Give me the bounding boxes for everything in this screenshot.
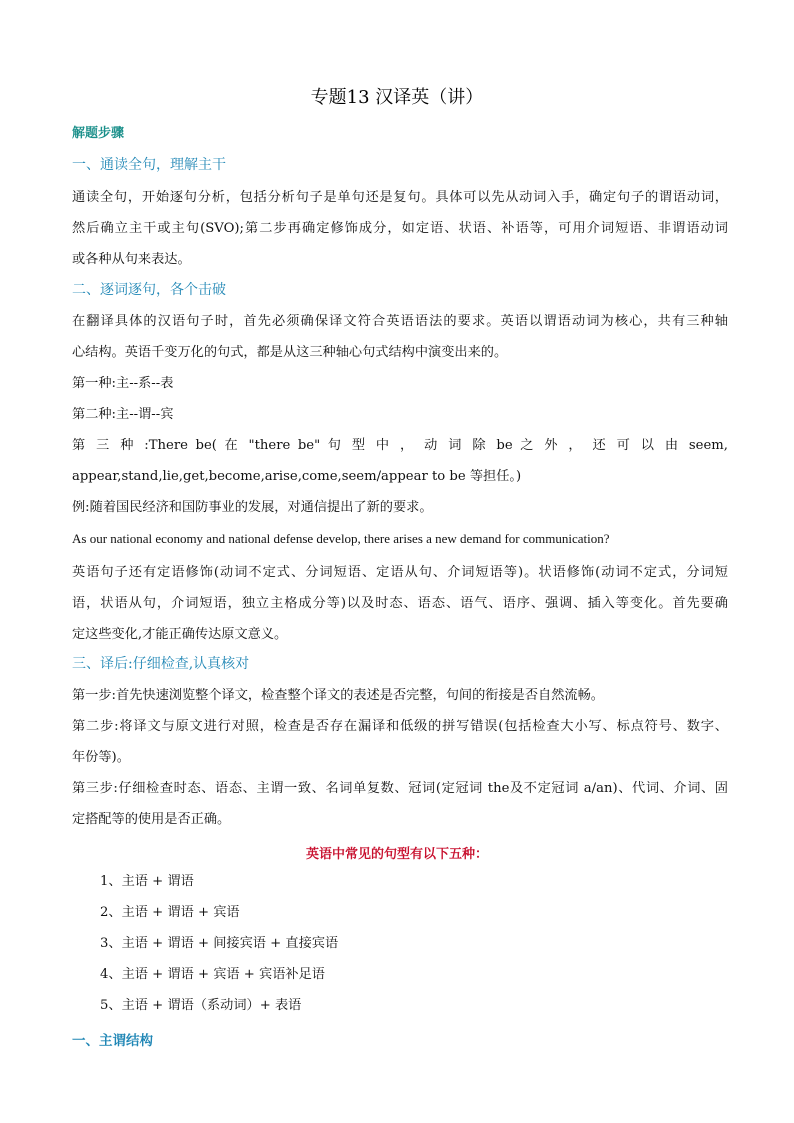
patterns-heading: 英语中常见的句型有以下五种： [305, 847, 488, 862]
section2-line-1: 在翻译具体的汉语句子时，首先必须确保译文符合英语语法的要求。英语以谓语动词为核心，共有三种轴 [72, 314, 728, 329]
section2-para2-line-1: 英语句子还有定语修饰(动词不定式、分词短语、定语从句、介词短语等)。状语修饰(动词不定式，分词短 [72, 565, 728, 580]
sentence-type-3-line-1: 第 三 种 :There be( 在 "there be" 句 型 中 ， 动 词 除 be 之 外 ， 还 可 以 由 seem, [72, 438, 728, 453]
example-english: As our national economy and national defense develop, there arises a new demand for communication? [72, 531, 610, 546]
sentence-type-2: 第二种:主--谓--宾 [72, 407, 174, 422]
pattern-item-1: 1、主语 + 谓语 [100, 874, 194, 889]
pattern-item-2: 2、主语 + 谓语 + 宾语 [100, 905, 240, 920]
check-step-2-line-2: 年份等)。 [72, 750, 130, 765]
section1-line-1: 通读全句，开始逐句分析，包括分析句子是单句还是复句。具体可以先从动词入手，确定句子的谓语动词， [72, 190, 728, 205]
page-title: 专题13 汉译英（讲） [310, 87, 484, 108]
example-chinese: 例:随着国民经济和国防事业的发展，对通信提出了新的要求。 [72, 500, 433, 515]
section2-heading: 二、逐词逐句，各个击破 [72, 282, 226, 298]
section1-line-3: 或各种从句来表达。 [72, 252, 191, 267]
subject-predicate-heading: 一、主谓结构 [72, 1033, 153, 1049]
sentence-type-3-line-2: appear,stand,lie,get,become,arise,come,seem/appear to be 等担任。) [72, 469, 522, 484]
pattern-item-4: 4、主语 + 谓语 + 宾语 + 宾语补足语 [100, 967, 325, 982]
section2-line-2: 心结构。英语千变万化的句式，都是从这三种轴心句式结构中演变出来的。 [72, 345, 508, 360]
check-step-3-line-2: 定搭配等的使用是否正确。 [72, 812, 231, 827]
section2-para2-line-3: 定这些变化,才能正确传达原文意义。 [72, 627, 288, 642]
section1-heading: 一、通读全句，理解主干 [72, 157, 226, 173]
section1-line-2: 然后确立主干或主句(SVO);第二步再确定修饰成分，如定语、状语、补语等，可用介词短语、非谓语动词 [72, 221, 728, 236]
pattern-item-5: 5、主语 + 谓语（系动词）+ 表语 [100, 998, 302, 1013]
section3-heading: 三、译后:仔细检查,认真核对 [72, 656, 250, 672]
check-step-3-line-1: 第三步:仔细检查时态、语态、主谓一致、名词单复数、冠词(定冠词 the及不定冠词 a/an)、代词、介词、固 [72, 781, 728, 796]
section2-para2-line-2: 语，状语从句，介词短语，独立主格成分等)以及时态、语态、语气、语序、强调、插入等变化。首先要确 [72, 596, 728, 611]
pattern-item-3: 3、主语 + 谓语 + 间接宾语 + 直接宾语 [100, 936, 339, 951]
check-step-1: 第一步:首先快速浏览整个译文，检查整个译文的表述是否完整，句间的衔接是否自然流畅。 [72, 688, 604, 703]
check-step-2-line-1: 第二步:将译文与原文进行对照，检查是否存在漏译和低级的拼写错误(包括检查大小写、标点符号、数字、 [72, 719, 728, 734]
sentence-type-1: 第一种:主--系--表 [72, 376, 174, 391]
steps-heading: 解题步骤 [72, 126, 125, 141]
